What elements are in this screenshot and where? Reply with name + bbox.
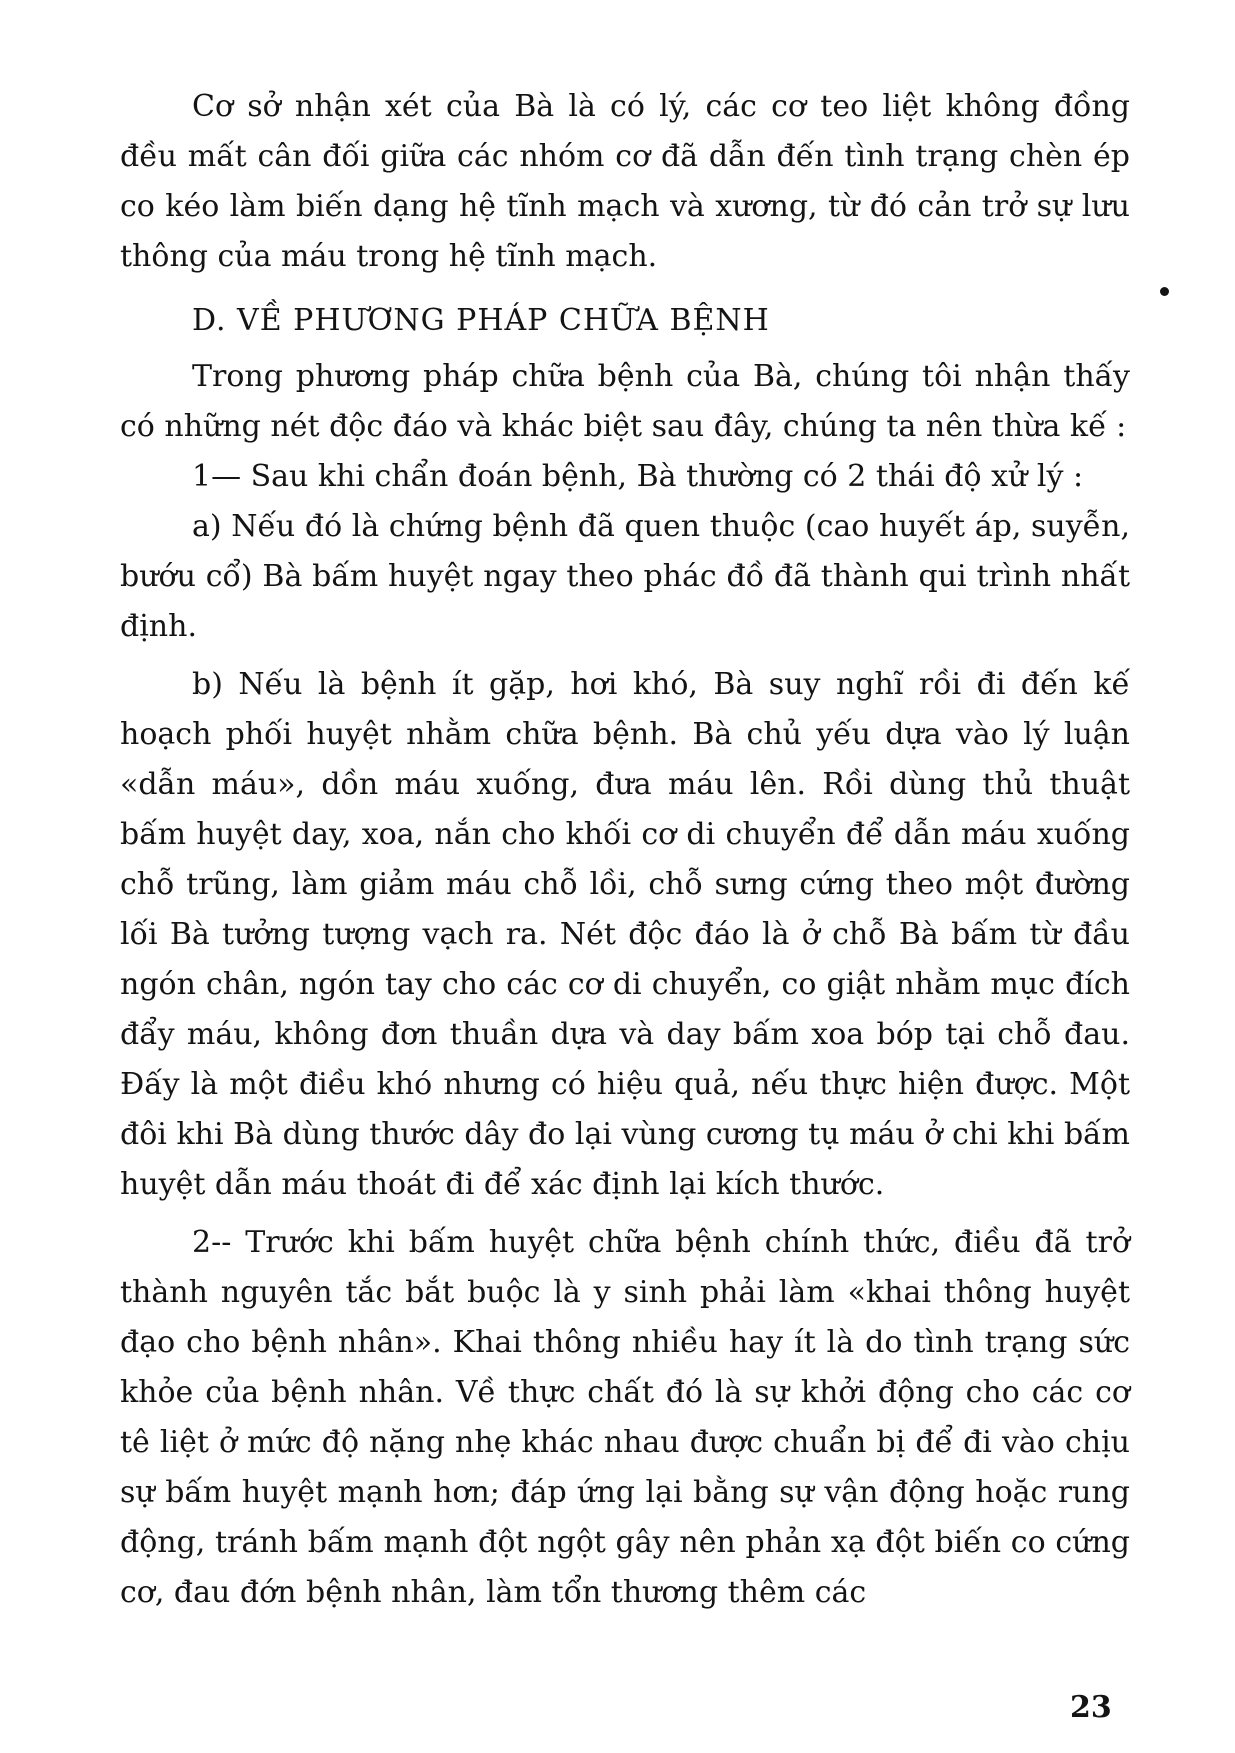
paragraph-6: 2-- Trước khi bấm huyệt chữa bệnh chính thức, điều đã trở thành nguyên tắc bắt buộc là y sinh phải làm «khai thông huyệt đạo cho bệnh nhân». Khai thông nhiều hay ít là do tình trạng sức khỏe của bệnh nhân. Về thực chất đó là sự khởi động cho các cơ tê liệt ở mức độ nặng nhẹ khác nhau được chuẩn bị để đi vào chịu sự bấm huyệt mạnh hơn; đáp ứng lại bằng sự vận động hoặc rung động, tránh bấm mạnh đột ngột gây nên phản xạ đột biến co cứng cơ, đau đớn bệnh nhân, làm tổn thương thêm các [120, 1225, 1130, 1610]
paragraph-3: 1— Sau khi chẩn đoán bệnh, Bà thường có 2 thái độ xử lý : [192, 459, 1084, 494]
section-heading: D. VỀ PHƯƠNG PHÁP CHỮA BỆNH [192, 303, 770, 338]
page-number: 23 [1070, 1690, 1112, 1725]
paragraph-1: Cơ sở nhận xét của Bà là có lý, các cơ teo liệt không đồng đều mất cân đối giữa các nhóm cơ đã dẫn đến tình trạng chèn ép co kéo làm biến dạng hệ tĩnh mạch và xương, từ đó cản trở sự lưu thông của máu trong hệ tĩnh mạch. [120, 89, 1130, 274]
paragraph-5: b) Nếu là bệnh ít gặp, hơi khó, Bà suy nghĩ rồi đi đến kế hoạch phối huyệt nhằm chữa bệnh. Bà chủ yếu dựa vào lý luận «dẫn máu», dồn máu xuống, đưa máu lên. Rồi dùng thủ thuật bấm huyệt day, xoa, nắn cho khối cơ di chuyển để dẫn máu xuống chỗ trũng, làm giảm máu chỗ lồi, chỗ sưng cứng theo một đường lối Bà tưởng tượng vạch ra. Nét độc đáo là ở chỗ Bà bấm từ đầu ngón chân, ngón tay cho các cơ di chuyển, co giật nhằm mục đích đẩy máu, không đơn thuần dựa và day bấm xoa bóp tại chỗ đau. Đấy là một điều khó nhưng có hiệu quả, nếu thực hiện được. Một đôi khi Bà dùng thước dây đo lại vùng cương tụ máu ở chi khi bấm huyệt dẫn máu thoát đi để xác định lại kích thước. [120, 667, 1130, 1202]
ink-dot [1160, 287, 1169, 296]
body-text [120, 82, 1130, 1618]
paragraph-2: Trong phương pháp chữa bệnh của Bà, chúng tôi nhận thấy có những nét độc đáo và khác biệt sau đây, chúng ta nên thừa kế : [120, 359, 1130, 444]
paragraph-4: a) Nếu đó là chứng bệnh đã quen thuộc (cao huyết áp, suyễn, bướu cổ) Bà bấm huyệt ngay theo phác đồ đã thành qui trình nhất định. [120, 509, 1130, 644]
